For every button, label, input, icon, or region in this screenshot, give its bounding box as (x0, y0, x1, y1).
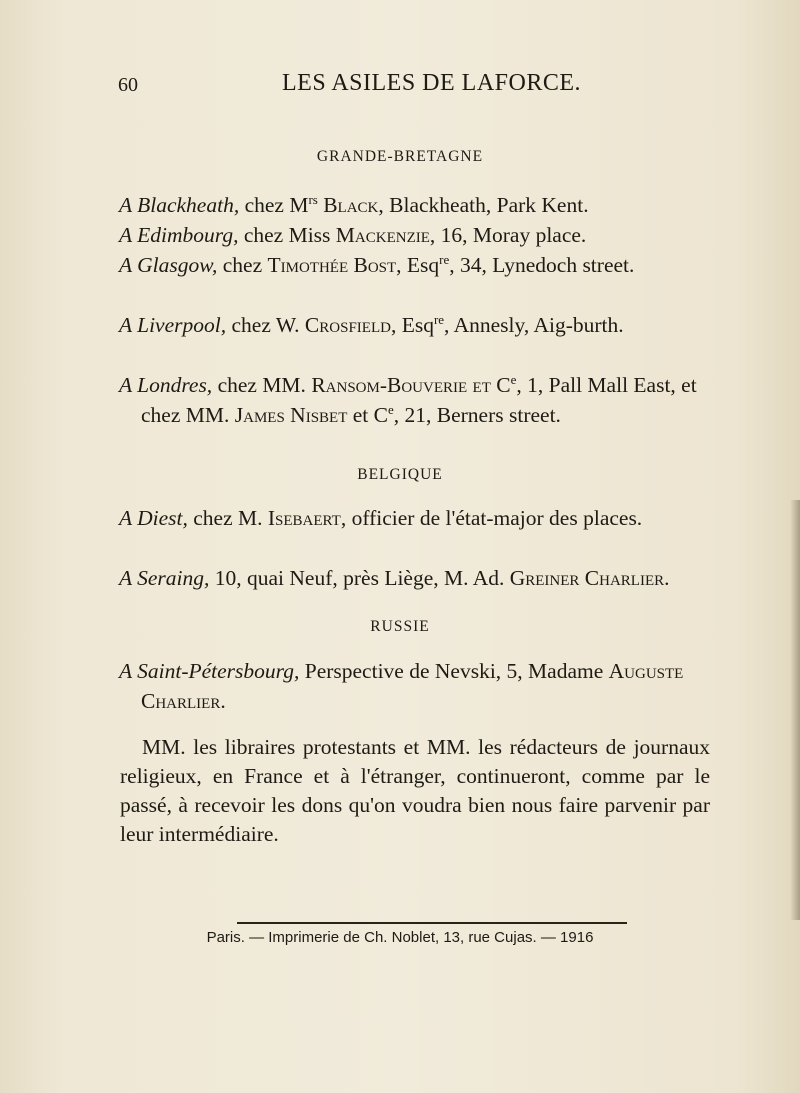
entry-text: chez Miss (238, 223, 336, 247)
entry-place: A Londres, (119, 373, 213, 397)
entry-text: , 1, Pall Mall East, et chez MM. (141, 373, 697, 427)
entry-text: , 21, Berners street. (393, 403, 561, 427)
superscript: rs (308, 192, 318, 207)
entry-text: , Blackheath, Park Kent. (378, 193, 589, 217)
entry-londres (119, 370, 731, 430)
section-heading-belgique: BELGIQUE (357, 466, 443, 483)
entry-text: . (220, 689, 226, 713)
entry-place: A Diest, (119, 506, 188, 530)
page-header (0, 70, 800, 100)
entry-text: Perspective de Nevski, 5, Madame (299, 659, 609, 683)
entry-text: . (664, 566, 670, 590)
section-heading-grande-bretagne: GRANDE-BRETAGNE (316, 148, 484, 165)
entry-saint-petersbourg (119, 656, 731, 716)
entry-name: James Nisbet (234, 403, 348, 427)
entry-text: et C (347, 403, 388, 427)
superscript: e (510, 372, 517, 387)
entry-text: chez M (239, 193, 309, 217)
entry-place: A Seraing, (119, 566, 210, 590)
printer-footer: Paris. — Imprimerie de Ch. Noblet, 13, rue Cujas. — 1916 (206, 929, 594, 946)
superscript: e (387, 402, 394, 417)
entry-name: Black (323, 193, 379, 217)
entry-place: A Liverpool, (119, 313, 227, 337)
entry-text: chez MM. (212, 373, 312, 397)
page-number: 60 (118, 74, 138, 96)
entry-glasgow (119, 250, 731, 280)
entry-place: A Glasgow, (119, 253, 218, 277)
superscript: re (439, 252, 450, 267)
superscript: re (433, 312, 445, 327)
entry-name: Crosfield (304, 313, 391, 337)
entry-text: , 16, Moray place. (429, 223, 587, 247)
entry-text: , Esq (396, 253, 440, 277)
entry-edimbourg (119, 220, 731, 250)
entry-text: chez W. (226, 313, 305, 337)
entry-seraing (119, 563, 731, 593)
entry-place: A Blackheath, (119, 193, 240, 217)
entry-text: , 34, Lynedoch street. (449, 253, 635, 277)
entry-diest (119, 503, 731, 533)
entry-name: Mackenzie (335, 223, 430, 247)
entry-text: , officier de l'état-major des places. (340, 506, 643, 530)
entry-name: Auguste Charlier (141, 659, 684, 713)
entry-place: A Saint-Pétersbourg, (119, 659, 300, 683)
entry-name: Ransom-Bouverie et C (311, 373, 511, 397)
section-heading-russie: RUSSIE (370, 618, 430, 635)
entry-text: chez M. (187, 506, 268, 530)
entry-text: , Annesly, Aig-burth. (444, 313, 624, 337)
running-title: LES ASILES DE LAFORCE. (282, 70, 582, 96)
footer-rule (237, 922, 627, 924)
entry-text: 10, quai Neuf, près Liège, M. Ad. (209, 566, 510, 590)
entry-liverpool (119, 310, 731, 340)
closing-paragraph: MM. les libraires protestants et MM. les rédacteurs de journaux religieux, en France et à l'étranger, continueront, comme par le passé, à recevoir les dons qu'on voudra bien nous faire parvenir par leur intermédiaire. (120, 735, 710, 846)
entry-blackheath (119, 190, 731, 220)
entry-name: Isebaert (267, 506, 341, 530)
entry-place: A Edimbourg, (119, 223, 239, 247)
entry-text: chez (217, 253, 268, 277)
page-edge-shadow (790, 500, 800, 920)
entry-text: , Esq (390, 313, 434, 337)
entry-name: Timothée Bost (267, 253, 397, 277)
entry-name: Greiner Charlier (509, 566, 665, 590)
